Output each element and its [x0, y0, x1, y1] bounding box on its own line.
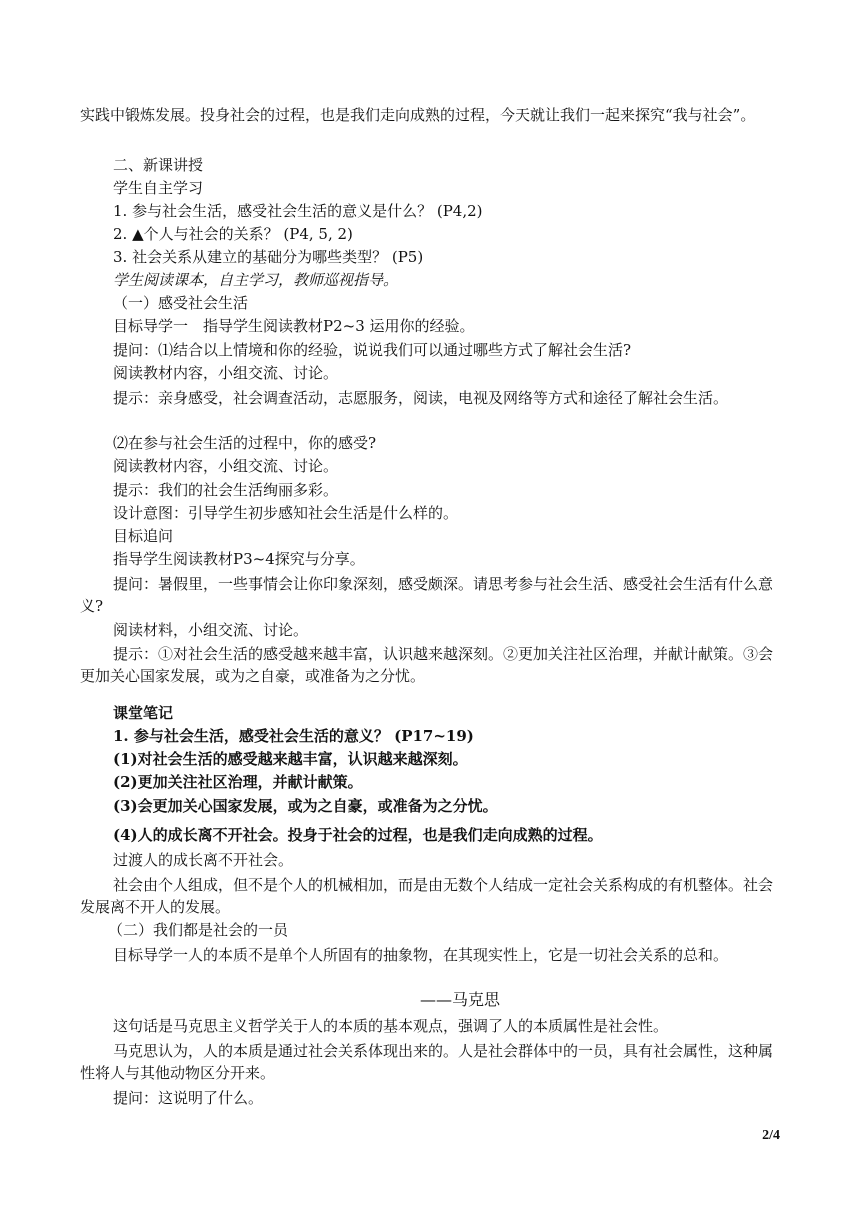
notes-item: (2)更加关注社区治理，并献计献策。 — [113, 773, 363, 791]
question-item: 1. 参与社会生活，感受社会生活的意义是什么？ (P4,2) — [113, 202, 483, 220]
notes-item: 1. 参与社会生活，感受社会生活的意义？ (P17~19) — [113, 727, 474, 745]
notes-item: (4)人的成长离不开社会。投身于社会的过程，也是我们走向成熟的过程。 — [113, 826, 603, 844]
paragraph: 阅读教材内容，小组交流、讨论。 — [113, 364, 339, 382]
section-heading: 二、新课讲授 — [113, 156, 204, 174]
paragraph: 这句话是马克思主义哲学关于人的本质的基本观点，强调了人的本质属性是社会性。 — [113, 1017, 669, 1035]
page-number: 2/4 — [762, 1128, 780, 1143]
quote-attribution: ——马克思 — [419, 990, 500, 1009]
paragraph: 指导学生阅读教材P3~4探究与分享。 — [113, 550, 365, 568]
paragraph: 提示：亲身感受，社会调查活动，志愿服务，阅读，电视及网络等方式和途径了解社会生活。 — [113, 389, 729, 407]
paragraph: 马克思认为，人的本质是通过社会关系体现出来的。人是社会群体中的一员，具有社会属性，这种属性将人与其他动物区分开来。 — [80, 1042, 774, 1082]
question-item: 2. ▲个人与社会的关系？ (P4, 5, 2) — [113, 225, 353, 243]
paragraph: 目标导学一人的本质不是单个人所固有的抽象物，在其现实性上，它是一切社会关系的总和。 — [113, 946, 729, 964]
paragraph: 社会由个人组成，但不是个人的机械相加，而是由无数个人结成一定社会关系构成的有机整体。社会发展离不开人的发展。 — [80, 876, 774, 916]
paragraph: 提问：暑假里，一些事情会让你印象深刻，感受颇深。请思考参与社会生活、感受社会生活有什么意义? — [80, 575, 774, 615]
subheading: 学生自主学习 — [113, 179, 204, 197]
instruction-text: 学生阅读课本，自主学习，教师巡视指导。 — [113, 271, 399, 289]
subheading: 目标追问 — [113, 527, 174, 545]
paragraph: 过渡人的成长离不开社会。 — [113, 851, 294, 869]
notes-item: (1)对社会生活的感受越来越丰富，认识越来越深刻。 — [113, 750, 468, 768]
notes-item: (3)会更加关心国家发展，或为之自豪，或准备为之分忧。 — [113, 797, 498, 815]
subsection-heading: （一）感受社会生活 — [113, 294, 249, 312]
paragraph: 提示：我们的社会生活绚丽多彩。 — [113, 481, 339, 499]
paragraph: ⑵在参与社会生活的过程中，你的感受? — [113, 434, 377, 452]
paragraph: 设计意图：引导学生初步感知社会生活是什么样的。 — [113, 504, 459, 522]
paragraph: 提示：①对社会生活的感受越来越丰富，认识越来越深刻。②更加关注社区治理，并献计献策。③会更加关心国家发展，或为之自豪，或准备为之分忧。 — [80, 645, 774, 685]
subsection-heading: （二）我们都是社会的一员 — [108, 921, 289, 939]
notes-heading: 课堂笔记 — [113, 704, 174, 722]
paragraph: 阅读教材内容，小组交流、讨论。 — [113, 457, 339, 475]
paragraph: 阅读材料，小组交流、讨论。 — [113, 621, 309, 639]
paragraph-intro: 实践中锻炼发展。投身社会的过程，也是我们走向成熟的过程，今天就让我们一起来探究“我与社会”。 — [80, 106, 756, 124]
paragraph: 提问：这说明了什么。 — [113, 1089, 264, 1107]
question-item: 3. 社会关系从建立的基础分为哪些类型？ (P5) — [113, 248, 424, 266]
paragraph: 目标导学一 指导学生阅读教材P2~3 运用你的经验。 — [113, 317, 475, 335]
paragraph: 提问：⑴结合以上情境和你的经验，说说我们可以通过哪些方式了解社会生活? — [113, 341, 632, 359]
